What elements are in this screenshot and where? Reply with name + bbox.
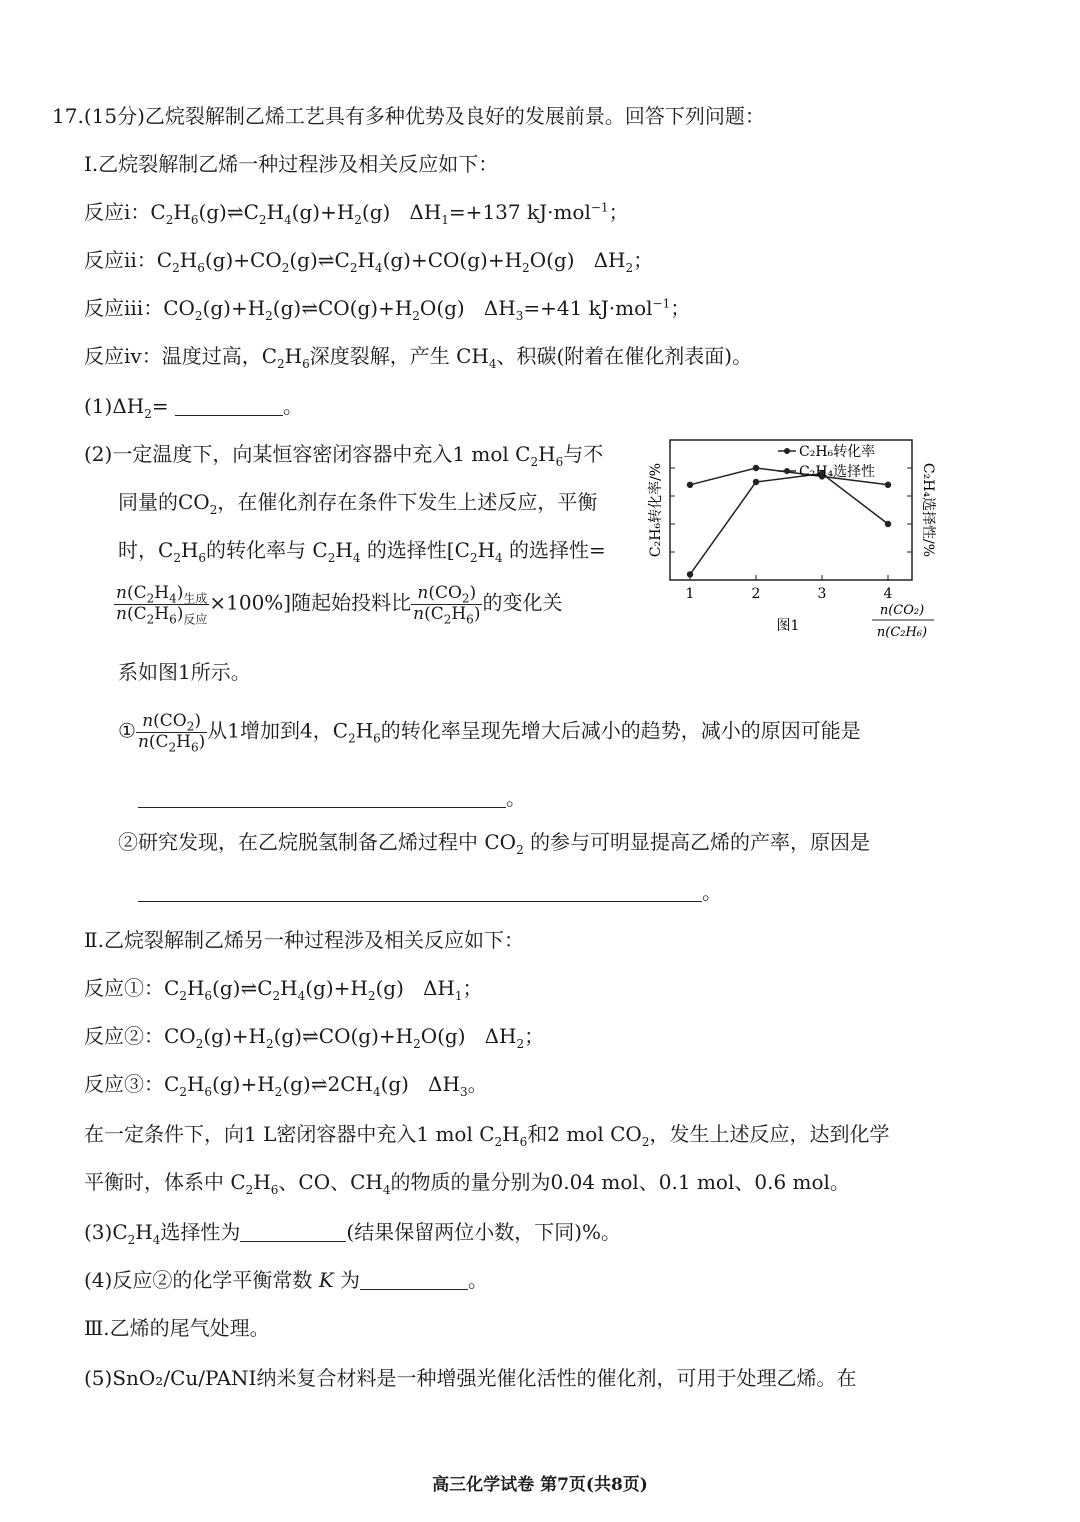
conversion-point-1	[687, 571, 693, 577]
selectivity-point-4	[885, 482, 891, 488]
paragraph-2-line-2: 平衡时，体系中 $C_2H_6$、CO、$CH_4$的物质的量分别为0.04 mol、0.1 mol、0.6 mol。	[84, 1170, 850, 1197]
reaction-iv: 反应ⅳ：温度过高，$C_2H_6$深度裂解，产生 $CH_4$、积碳(附着在催化剂表面)。	[84, 344, 753, 371]
question-1: $(1)\Delta H_2=$ 。	[84, 394, 303, 421]
answer-line-2-2: 。	[138, 880, 722, 904]
answer-blank-1[interactable]	[175, 395, 283, 416]
reaction-ii: 反应ⅱ：$C_2H_6(g)+CO_2(g)\rightleftharpoons C_2H_4(g)+CO(g)+H_2O(g)$ $\Delta H_2$；	[84, 248, 654, 275]
question-2-2: ②研究发现，在乙烷脱氢制备乙烯过程中 $CO_2$ 的参与可明显提高乙烯的产率，原因是	[118, 830, 871, 857]
selectivity-point-2	[753, 465, 759, 471]
selectivity-fraction: $\frac{n(C_2H_4)_{生成}}{n(C_2H_6)_{反应}}$	[116, 583, 208, 626]
svg-text:n(CO₂): n(CO₂)	[879, 603, 925, 618]
reaction-iii: 反应ⅲ：$CO_2(g)+H_2(g)\rightleftharpoons CO(g)+H_2O(g)$ $\Delta H_3=+41$ kJ·mol$^{-1}$；	[84, 296, 691, 323]
x-tick-label-1: 1	[685, 586, 695, 602]
legend-marker-selectivity	[784, 468, 790, 474]
reaction-i: 反应ⅰ：$C_2H_6(g)\rightleftharpoons C_2H_4(g)+H_2(g)$ $\Delta H_1=+137$ kJ·mol$^{-1}$；	[84, 200, 629, 227]
question-4: (4)反应②的化学平衡常数 K 为 。	[84, 1268, 489, 1292]
x-tick-label-2: 2	[751, 586, 761, 602]
legend-label-selectivity: C₂H₄选择性	[799, 464, 876, 480]
section-1-title: Ⅰ.乙烷裂解制乙烯一种过程涉及相关反应如下：	[84, 152, 499, 176]
question-2-1: ① $\frac{n(CO_2)}{n(C_2H_6)}$ 从1增加到4，$C_2H_6$的转化率呈现先增大后减小的趋势，减小的原因可能是	[118, 711, 861, 754]
question-2-line-3: 时，$C_2H_6$的转化率与 $C_2H_4$ 的选择性[$C_2H_4$ 的选择性=	[118, 538, 606, 565]
x-tick-label-3: 3	[817, 586, 827, 602]
feed-ratio-fraction: $\frac{n(CO_2)}{n(C_2H_6)}$	[413, 583, 481, 626]
svg-text:n(C₂H₆): n(C₂H₆)	[876, 625, 928, 640]
question-5: (5)SnO₂/Cu/PANI纳米复合材料是一种增强光催化活性的催化剂，可用于处理乙烯。在	[84, 1366, 857, 1390]
answer-blank-4[interactable]	[360, 1269, 468, 1290]
selectivity-point-1	[687, 482, 693, 488]
question-header: 17.(15分)乙烷裂解制乙烯工艺具有多种优势及良好的发展前景。回答下列问题：	[52, 104, 765, 128]
reaction-1: 反应①：$C_2H_6(g)\rightleftharpoons C_2H_4(g)+H_2(g)$ $\Delta H_1$；	[84, 976, 483, 1003]
conversion-point-4	[885, 521, 891, 527]
chart-title: 图1	[776, 618, 800, 634]
figure-1-chart	[640, 430, 940, 652]
conversion-point-2	[753, 479, 759, 485]
y-axis-left-label: C₂H₆转化率/%	[648, 462, 664, 558]
conversion-series-line	[690, 474, 888, 575]
x-axis-label	[872, 603, 934, 640]
x-tick-label-4: 4	[883, 586, 893, 602]
answer-blank-2-2[interactable]	[138, 881, 702, 902]
question-3: $(3)C_2H_4$选择性为 (结果保留两位小数，下同)%。	[84, 1220, 621, 1247]
feed-ratio-fraction-2: $\frac{n(CO_2)}{n(C_2H_6)}$	[137, 711, 206, 754]
question-2-line-2: 同量的$CO_2$，在催化剂存在条件下发生上述反应，平衡	[118, 490, 598, 517]
answer-blank-3[interactable]	[240, 1221, 346, 1242]
legend-label-conversion: C₂H₆转化率	[799, 444, 876, 460]
section-3-title: Ⅲ.乙烯的尾气处理。	[84, 1316, 270, 1340]
section-2-title: Ⅱ.乙烷裂解制乙烯另一种过程涉及相关反应如下：	[84, 928, 524, 952]
y-axis-right-label: C₂H₄选择性/%	[920, 462, 936, 558]
reaction-3: 反应③：$C_2H_6(g)+H_2(g)\rightleftharpoons 2CH_4(g)$ $\Delta H_3$。	[84, 1072, 488, 1099]
question-2-line-1: (2)一定温度下，向某恒容密闭容器中充入1 mol $C_2H_6$与不	[84, 442, 604, 469]
legend-marker-conversion	[784, 448, 790, 454]
question-2-line-4: $\frac{n(C_2H_4)_{生成}}{n(C_2H_6)_{反应}}$ ×100%]随起始投料比 $\frac{n(CO_2)}{n(C_2H_6)}$ 的变化关	[116, 583, 563, 626]
answer-line-2-1: 。	[138, 786, 526, 810]
paragraph-2-line-1: 在一定条件下，向1 L密闭容器中充入1 mol $C_2H_6$和2 mol $CO_2$，发生上述反应，达到化学	[84, 1122, 890, 1149]
answer-blank-2-1[interactable]	[138, 787, 506, 808]
question-2-line-5: 系如图1所示。	[118, 660, 251, 684]
page-footer: 高三化学试卷 第7页(共8页)	[432, 1475, 648, 1495]
plot-frame	[670, 440, 912, 580]
reaction-2: 反应②：$CO_2(g)+H_2(g)\rightleftharpoons CO(g)+H_2O(g)$ $\Delta H_2$；	[84, 1024, 545, 1051]
